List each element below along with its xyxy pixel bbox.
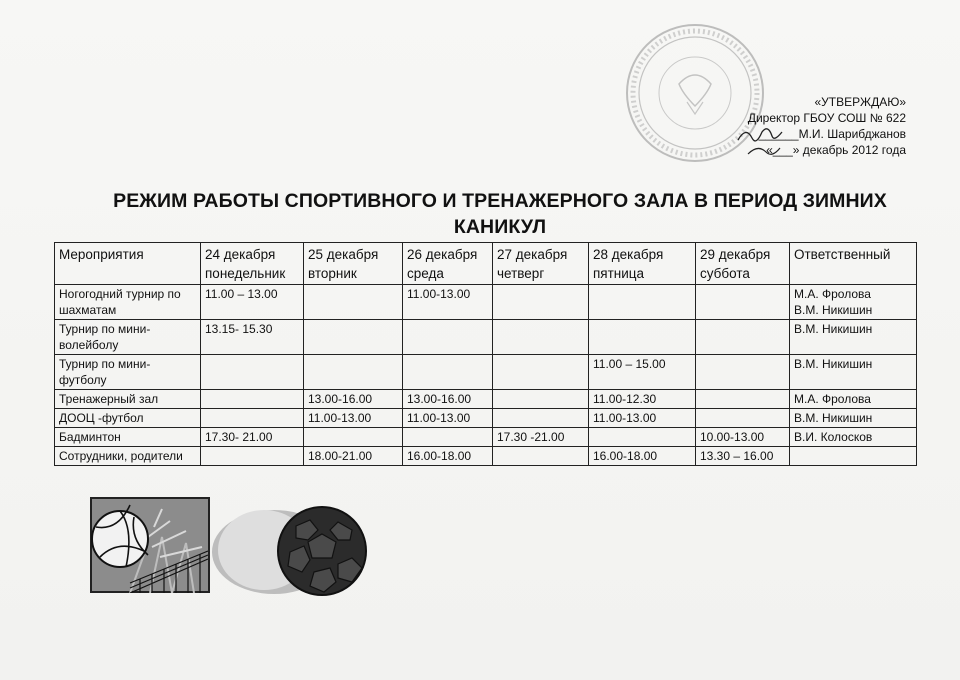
- approval-heading: «УТВЕРЖДАЮ»: [814, 95, 906, 109]
- header-dec-26: 26 декабря среда: [403, 243, 493, 285]
- table-header-row: [55, 243, 917, 285]
- event-cell: Тренажерный зал: [55, 390, 201, 409]
- time-cell: [304, 285, 403, 320]
- time-cell: [201, 447, 304, 466]
- header-responsible: Ответственный: [790, 243, 917, 285]
- handwritten-signature-icon: [734, 120, 794, 162]
- event-cell: Ногогодний турнир по шахматам: [55, 285, 201, 320]
- responsible-cell: В.М. Никишин: [790, 355, 917, 390]
- time-cell: [201, 409, 304, 428]
- event-cell: Бадминтон: [55, 428, 201, 447]
- time-cell: 11.00-13.00: [304, 409, 403, 428]
- time-cell: [589, 285, 696, 320]
- time-cell: [201, 355, 304, 390]
- time-cell: 18.00-21.00: [304, 447, 403, 466]
- time-cell: [304, 320, 403, 355]
- header-dec-27: 27 декабря четверг: [493, 243, 589, 285]
- schedule-table: [54, 242, 917, 466]
- event-cell: ДООЦ -футбол: [55, 409, 201, 428]
- responsible-cell: В.И. Колосков: [790, 428, 917, 447]
- header-dec-25: 25 декабря вторник: [304, 243, 403, 285]
- table-row: [55, 355, 917, 390]
- time-cell: [493, 320, 589, 355]
- time-cell: 16.00-18.00: [403, 447, 493, 466]
- time-cell: [696, 320, 790, 355]
- time-cell: [493, 447, 589, 466]
- time-cell: [201, 390, 304, 409]
- page-title: РЕЖИМ РАБОТЫ СПОРТИВНОГО И ТРЕНАЖЕРНОГО ЗАЛА В ПЕРИОД ЗИМНИХ КАНИКУЛ: [113, 190, 887, 238]
- soccer-ball-icon: [210, 506, 368, 596]
- header-dec-24: 24 декабря понедельник: [201, 243, 304, 285]
- table-row: [55, 409, 917, 428]
- time-cell: [403, 428, 493, 447]
- time-cell: [493, 355, 589, 390]
- approval-name: ______М.И. Шарибджанов: [758, 127, 906, 141]
- time-cell: [589, 428, 696, 447]
- table-row: [55, 285, 917, 320]
- responsible-cell: В.М. Никишин: [790, 409, 917, 428]
- time-cell: [493, 409, 589, 428]
- header-events: Мероприятия: [55, 243, 201, 285]
- table-row: [55, 390, 917, 409]
- time-cell: 11.00 – 15.00: [589, 355, 696, 390]
- approval-date: «___» декабрь 2012 года: [766, 143, 906, 157]
- responsible-cell: В.М. Никишин: [790, 320, 917, 355]
- event-cell: Сотрудники, родители: [55, 447, 201, 466]
- time-cell: 13.00-16.00: [304, 390, 403, 409]
- time-cell: 11.00-13.00: [589, 409, 696, 428]
- time-cell: [493, 285, 589, 320]
- time-cell: 10.00-13.00: [696, 428, 790, 447]
- volleyball-icon: [90, 497, 210, 593]
- event-cell: Турнир по мини-футболу: [55, 355, 201, 390]
- time-cell: 11.00-12.30: [589, 390, 696, 409]
- header-dec-28: 28 декабря пятница: [589, 243, 696, 285]
- time-cell: [493, 390, 589, 409]
- time-cell: 16.00-18.00: [589, 447, 696, 466]
- time-cell: 11.00-13.00: [403, 409, 493, 428]
- table-row: [55, 447, 917, 466]
- responsible-cell: М.А. Фролова: [790, 390, 917, 409]
- table-row: [55, 320, 917, 355]
- table-row: [55, 428, 917, 447]
- approval-director: Директор ГБОУ СОШ № 622: [747, 111, 906, 125]
- responsible-cell: [790, 447, 917, 466]
- responsible-cell: М.А. Фролова В.М. Никишин: [790, 285, 917, 320]
- time-cell: 13.00-16.00: [403, 390, 493, 409]
- time-cell: 11.00 – 13.00: [201, 285, 304, 320]
- time-cell: [696, 285, 790, 320]
- time-cell: [403, 355, 493, 390]
- time-cell: [304, 355, 403, 390]
- time-cell: [403, 320, 493, 355]
- event-cell: Турнир по мини-волейболу: [55, 320, 201, 355]
- time-cell: 11.00-13.00: [403, 285, 493, 320]
- time-cell: 13.15- 15.30: [201, 320, 304, 355]
- time-cell: 13.30 – 16.00: [696, 447, 790, 466]
- time-cell: [589, 320, 696, 355]
- time-cell: 17.30- 21.00: [201, 428, 304, 447]
- time-cell: 17.30 -21.00: [493, 428, 589, 447]
- time-cell: [696, 390, 790, 409]
- time-cell: [696, 409, 790, 428]
- header-dec-29: 29 декабря суббота: [696, 243, 790, 285]
- time-cell: [696, 355, 790, 390]
- time-cell: [304, 428, 403, 447]
